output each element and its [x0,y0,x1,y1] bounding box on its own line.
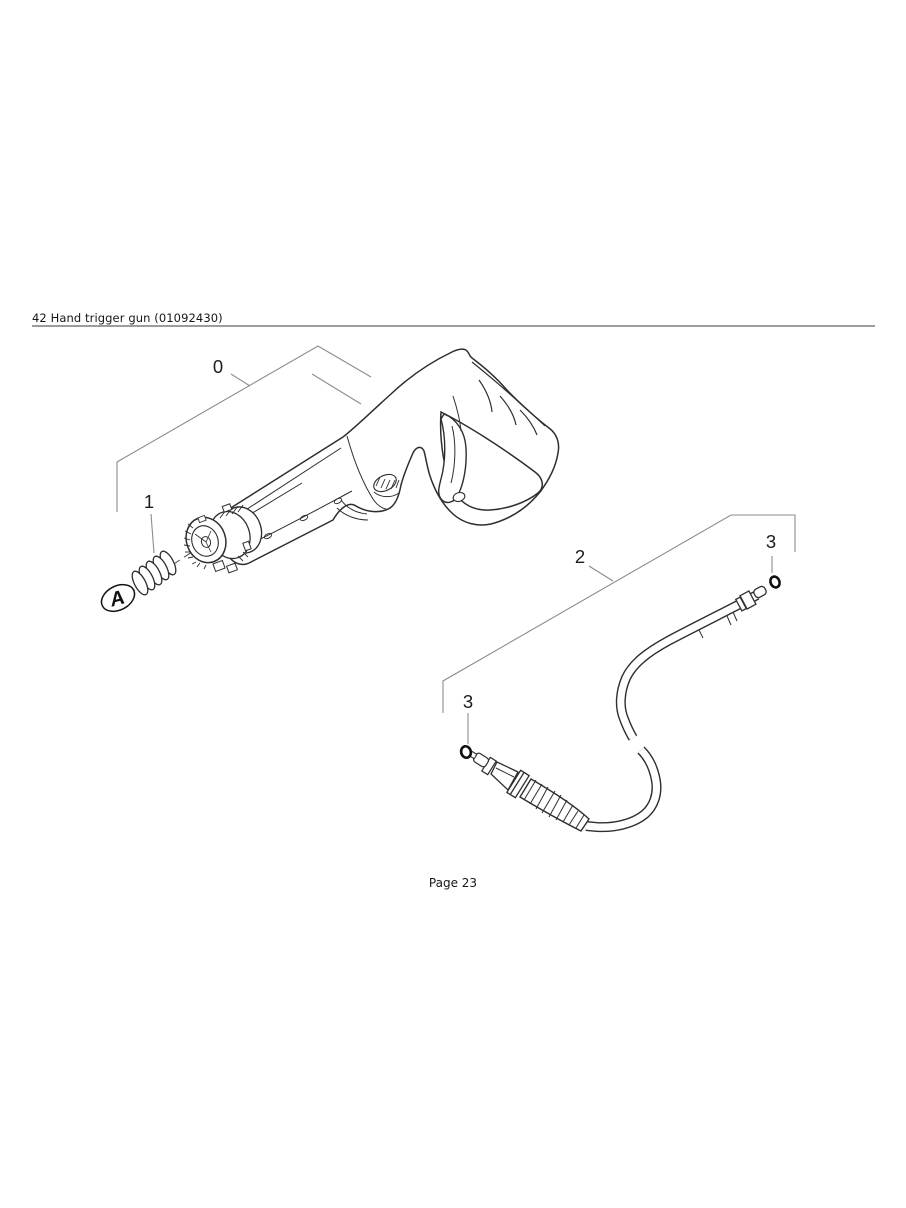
page-title: 42 Hand trigger gun (01092430) [32,311,223,325]
page-number: Page 23 [428,876,478,890]
hose-upper-fill [621,595,757,738]
hose-upper-outline [621,595,757,738]
detail-view-marker [97,579,139,616]
o-ring-left [460,745,472,759]
bracket-group-0-tick [312,374,361,404]
callout-2: 2 [574,546,586,567]
high-pressure-hose-illustration [460,575,781,831]
leader-1 [151,514,154,553]
detail-view-letter: A [107,586,128,612]
callout-3-left: 3 [462,691,474,712]
hose-lower-fill [586,750,657,827]
leader-0 [231,374,250,386]
callout-3-top: 3 [765,531,777,552]
hose-coupling [469,751,589,831]
o-ring-top [769,575,782,589]
trigger-gun-illustration [180,349,559,573]
spring-illustration [129,549,179,597]
callout-1: 1 [143,491,155,512]
leader-2 [589,566,613,581]
callout-0: 0 [212,356,224,377]
hose-top-fitting [736,585,768,611]
